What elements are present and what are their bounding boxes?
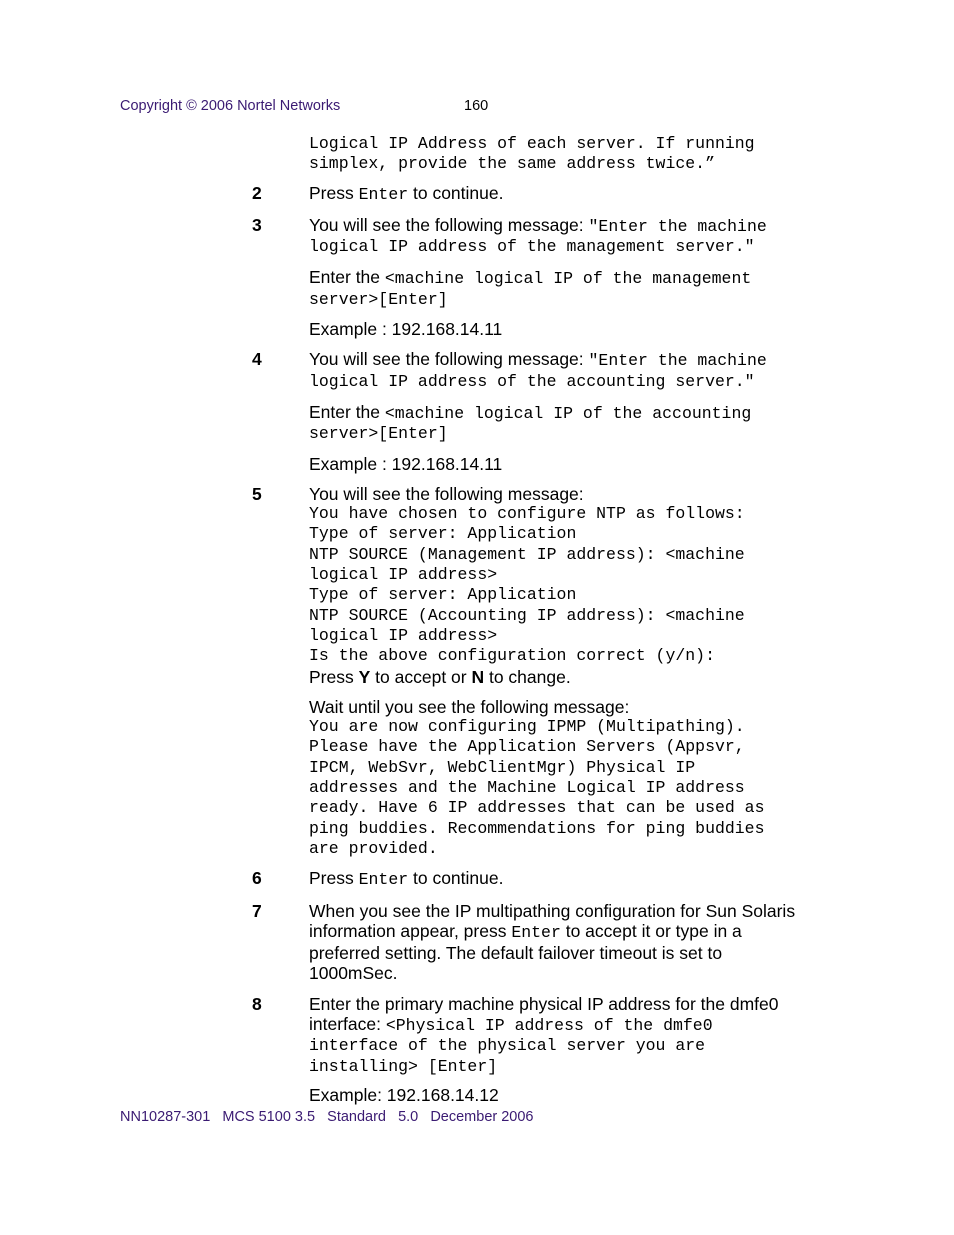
message-line: Is the above configuration correct (y/n):: [309, 646, 715, 666]
example-text: Example: 192.168.14.12: [309, 1084, 499, 1105]
step-text: You will see the following message:: [309, 349, 589, 370]
message-line: logical IP address>: [309, 625, 498, 645]
enter-key-code: Enter: [511, 922, 561, 942]
message-code: logical IP address of the management server.": [309, 237, 755, 257]
wait-text: Wait until you see the following message:: [309, 696, 630, 717]
step-text: You will see the following message:: [309, 214, 589, 235]
step-7: [252, 901, 852, 984]
key-y: Y: [358, 666, 371, 687]
step-text: Press: [309, 868, 359, 889]
step-number: 4: [252, 349, 262, 370]
message-line: You have chosen to configure NTP as follows:: [309, 504, 745, 524]
step-2: [252, 183, 852, 205]
document-body: [252, 134, 852, 1105]
enter-label: Enter the: [309, 401, 385, 422]
enter-key-code: Enter: [358, 870, 409, 890]
message-line: IPCM, WebSvr, WebClientMgr) Physical IP: [309, 757, 696, 777]
enter-key-code: Enter: [358, 184, 409, 204]
input-code: <Physical IP address of the dmfe0: [385, 1015, 713, 1035]
step-number: 8: [252, 993, 262, 1014]
header-copyright: Copyright © 2006 Nortel Networks: [120, 98, 341, 114]
message-line: logical IP address>: [309, 565, 498, 585]
continued-paragraph: [252, 134, 852, 175]
step-text: to accept it or type in a: [560, 920, 742, 941]
step-text: Press: [309, 666, 359, 687]
example-text: Example : 192.168.14.11: [309, 319, 503, 340]
message-line: Type of server: Application: [309, 585, 577, 605]
message-line: Please have the Application Servers (Appsvr,: [309, 737, 745, 757]
message-line: NTP SOURCE (Accounting IP address): <machine: [309, 605, 745, 625]
step-8: [252, 994, 852, 1105]
message-line: addresses and the Machine Logical IP address: [309, 778, 745, 798]
step-text: information appear, press: [309, 920, 512, 941]
message-code: "Enter the machine: [588, 216, 767, 236]
message-line: You are now configuring IPMP (Multipathing).: [309, 717, 745, 737]
step-text: Press: [309, 182, 359, 203]
step-text: Enter the primary machine physical IP address for the dmfe0: [309, 993, 779, 1014]
message-code: "Enter the machine: [588, 351, 767, 371]
step-text: 1000mSec.: [309, 963, 398, 984]
message-line: ping buddies. Recommendations for ping buddies: [309, 818, 765, 838]
step-3: [252, 215, 852, 339]
continued-line: simplex, provide the same address twice.”: [309, 154, 715, 174]
continued-line: Logical IP Address of each server. If running: [309, 134, 755, 153]
step-5: [252, 484, 852, 859]
step-text: to accept or: [370, 666, 472, 687]
step-6: [252, 868, 852, 890]
step-text: You will see the following message:: [309, 483, 584, 504]
input-code: server>[Enter]: [309, 289, 448, 309]
message-line: NTP SOURCE (Management IP address): <machine: [309, 544, 745, 564]
step-text: When you see the IP multipathing configuration for Sun Solaris: [309, 900, 796, 921]
step-4: [252, 349, 852, 473]
ipmp-message-block: [309, 717, 852, 859]
enter-label: Enter the: [309, 267, 385, 288]
ntp-message-block: [309, 504, 852, 666]
page-number: 160: [464, 98, 489, 114]
input-code: interface of the physical server you are: [309, 1036, 706, 1056]
step-text: to change.: [484, 666, 571, 687]
input-code: installing> [Enter]: [309, 1056, 498, 1076]
input-code: <machine logical IP of the accounting: [384, 403, 752, 423]
message-line: Type of server: Application: [309, 524, 577, 544]
footer-doc-info: NN10287-301 MCS 5100 3.5 Standard 5.0 December 2006: [120, 1109, 534, 1125]
message-code: logical IP address of the accounting server.": [309, 371, 755, 391]
step-number: 6: [252, 868, 262, 889]
message-line: are provided.: [309, 838, 438, 858]
step-number: 3: [252, 214, 262, 235]
message-line: ready. Have 6 IP addresses that can be used as: [309, 798, 765, 818]
step-number: 2: [252, 182, 262, 203]
step-text: preferred setting. The default failover timeout is set to: [309, 943, 723, 964]
input-code: server>[Enter]: [309, 424, 448, 444]
press-y-n-text: [309, 667, 852, 687]
input-code: <machine logical IP of the management: [384, 269, 752, 289]
example-text: Example : 192.168.14.11: [309, 453, 503, 474]
step-text: to continue.: [408, 868, 504, 889]
key-n: N: [471, 666, 485, 687]
step-number: 7: [252, 900, 262, 921]
step-text: to continue.: [408, 182, 504, 203]
step-number: 5: [252, 483, 262, 504]
step-text: interface:: [309, 1013, 386, 1034]
